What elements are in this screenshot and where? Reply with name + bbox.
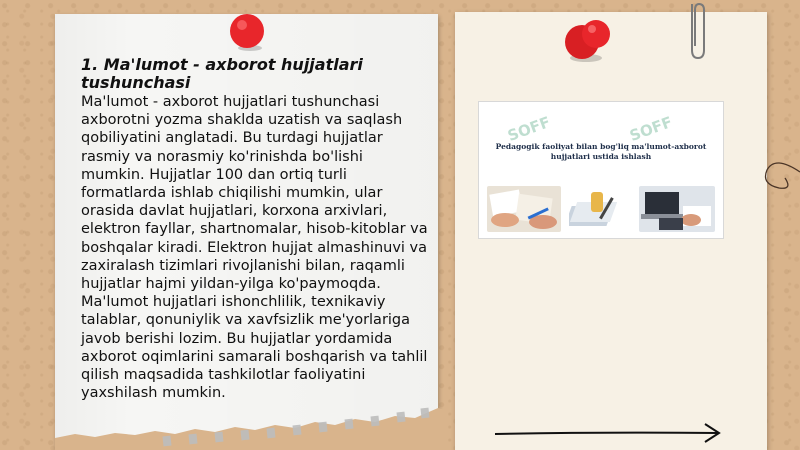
string-decoration (745, 150, 800, 210)
document-illustration (478, 101, 724, 239)
watermark-left: SOFF (505, 113, 553, 145)
arrow-right-icon (493, 422, 725, 446)
stacked-papers-photo (569, 186, 631, 232)
laptop-work-photo (639, 186, 715, 232)
paperclip-icon (684, 0, 710, 62)
watermark-right: SOFF (627, 113, 675, 145)
hands-documents-photo (487, 186, 561, 232)
pushpin-icon (226, 10, 270, 54)
image-caption: Pedagogik faoliyat bilan bog'liq ma'lumot-axborot hujjatlari ustida ishlash (495, 142, 707, 161)
pushpin-icon (560, 14, 616, 66)
section-body-text: Ma'lumot - axborot hujjatlari tushunchasi axborotni yozma shaklda uzatish va saqlash qobiliyatini anglatadi. Bu turdagi hujjatlar rasmiy va norasmiy ko'rinishda bo'lishi mumkin. Hujjatlar 100 dan ortiq turli formatlarda ishlab chiqilishi mumkin, ular orasida davlat hujjatlari, korxona arxivlari, elektron fayllar, shartnomalar, hisob-kitoblar va boshqalar kiradi. Elektron hujjat almashinuvi va zaxiralash tizimlari rivojlanishi bilan, raqamli hujjatlar hajmi yildan-yilga ko'paymoqda. Ma'lumot hujjatlari ishonchlilik, texnikaviy talablar, qonuniylik va xavfsizlik me'yorlariga javob berishi lozim. Bu hujjatlar yordamida axborot oqimlarini samarali boshqarish va tahlil qilish maqsadida tashkilotlar faoliyatini yaxshilash mumkin. (81, 94, 428, 402)
section-heading: 1. Ma'lumot - axborot hujjatlari tushunchasi (81, 55, 363, 92)
